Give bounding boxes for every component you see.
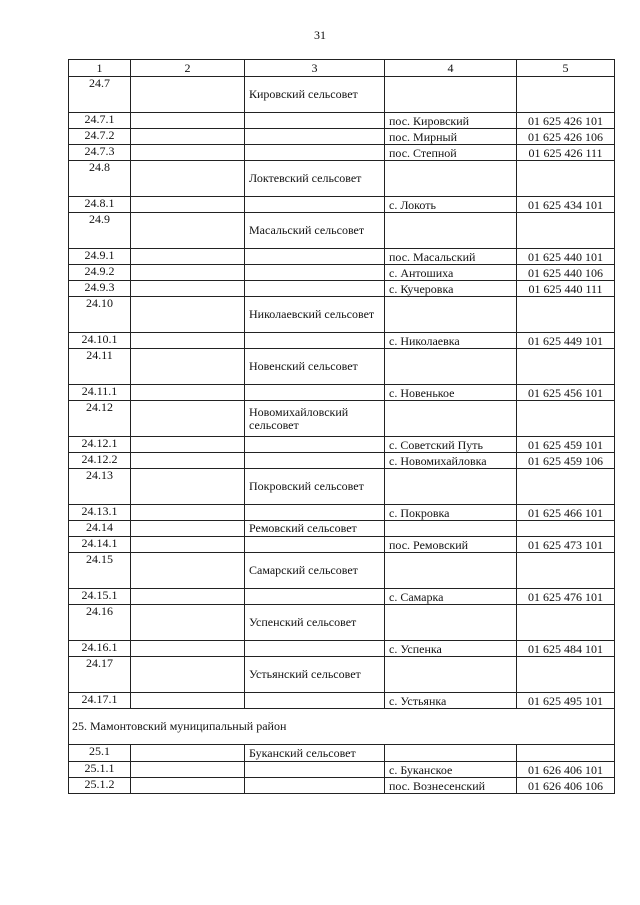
row-code: 25.1.1 bbox=[69, 762, 131, 778]
council-row bbox=[69, 553, 615, 589]
empty-cell bbox=[131, 385, 245, 401]
settlement-row bbox=[69, 385, 615, 401]
row-code: 24.10.1 bbox=[69, 333, 131, 349]
empty-cell bbox=[517, 213, 615, 249]
empty-cell bbox=[245, 762, 385, 778]
empty-cell bbox=[131, 437, 245, 453]
empty-cell bbox=[517, 553, 615, 589]
settlement-name: пос. Вознесенский bbox=[385, 778, 517, 794]
header-row bbox=[69, 60, 615, 77]
oktmo-code: 01 626 406 106 bbox=[517, 778, 615, 794]
settlement-row bbox=[69, 437, 615, 453]
settlement-name: пос. Кировский bbox=[385, 113, 517, 129]
empty-cell bbox=[517, 77, 615, 113]
council-name: Самарский сельсовет bbox=[245, 553, 385, 589]
empty-cell bbox=[385, 401, 517, 437]
empty-cell bbox=[131, 401, 245, 437]
empty-cell bbox=[517, 349, 615, 385]
settlement-row bbox=[69, 129, 615, 145]
row-code: 24.11.1 bbox=[69, 385, 131, 401]
oktmo-code: 01 625 440 111 bbox=[517, 281, 615, 297]
council-row bbox=[69, 213, 615, 249]
row-code: 24.12.2 bbox=[69, 453, 131, 469]
oktmo-code: 01 625 484 101 bbox=[517, 641, 615, 657]
empty-cell bbox=[131, 297, 245, 333]
settlement-row bbox=[69, 145, 615, 161]
council-name: Новомихайловский сельсовет bbox=[245, 401, 385, 437]
empty-cell bbox=[131, 249, 245, 265]
oktmo-code: 01 625 434 101 bbox=[517, 197, 615, 213]
empty-cell bbox=[245, 265, 385, 281]
empty-cell bbox=[131, 778, 245, 794]
empty-cell bbox=[131, 693, 245, 709]
council-row bbox=[69, 521, 615, 537]
empty-cell bbox=[245, 693, 385, 709]
oktmo-code: 01 625 449 101 bbox=[517, 333, 615, 349]
row-code: 24.13 bbox=[69, 469, 131, 505]
settlement-name: с. Кучеровка bbox=[385, 281, 517, 297]
empty-cell bbox=[245, 589, 385, 605]
empty-cell bbox=[131, 113, 245, 129]
council-row bbox=[69, 161, 615, 197]
row-code: 24.8 bbox=[69, 161, 131, 197]
settlement-row bbox=[69, 249, 615, 265]
empty-cell bbox=[385, 349, 517, 385]
oktmo-code: 01 625 495 101 bbox=[517, 693, 615, 709]
empty-cell bbox=[131, 333, 245, 349]
empty-cell bbox=[245, 437, 385, 453]
empty-cell bbox=[131, 453, 245, 469]
oktmo-code: 01 625 459 106 bbox=[517, 453, 615, 469]
row-code: 24.16 bbox=[69, 605, 131, 641]
row-code: 24.7.3 bbox=[69, 145, 131, 161]
oktmo-code: 01 625 440 101 bbox=[517, 249, 615, 265]
row-code: 25.1.2 bbox=[69, 778, 131, 794]
empty-cell bbox=[131, 129, 245, 145]
settlement-row bbox=[69, 505, 615, 521]
empty-cell bbox=[385, 213, 517, 249]
empty-cell bbox=[245, 505, 385, 521]
council-row bbox=[69, 469, 615, 505]
empty-cell bbox=[385, 605, 517, 641]
empty-cell bbox=[131, 213, 245, 249]
council-row bbox=[69, 657, 615, 693]
empty-cell bbox=[245, 129, 385, 145]
row-code: 24.15 bbox=[69, 553, 131, 589]
settlement-row bbox=[69, 281, 615, 297]
empty-cell bbox=[131, 605, 245, 641]
empty-cell bbox=[131, 657, 245, 693]
empty-cell bbox=[245, 333, 385, 349]
council-row bbox=[69, 349, 615, 385]
row-code: 24.16.1 bbox=[69, 641, 131, 657]
empty-cell bbox=[385, 161, 517, 197]
column-header: 4 bbox=[385, 60, 517, 77]
empty-cell bbox=[517, 745, 615, 762]
empty-cell bbox=[131, 589, 245, 605]
column-header: 3 bbox=[245, 60, 385, 77]
empty-cell bbox=[385, 657, 517, 693]
empty-cell bbox=[245, 385, 385, 401]
row-code: 24.7.1 bbox=[69, 113, 131, 129]
settlement-name: с. Буканское bbox=[385, 762, 517, 778]
settlement-row bbox=[69, 778, 615, 794]
oktmo-code: 01 625 440 106 bbox=[517, 265, 615, 281]
empty-cell bbox=[131, 745, 245, 762]
column-header: 5 bbox=[517, 60, 615, 77]
empty-cell bbox=[245, 145, 385, 161]
empty-cell bbox=[245, 249, 385, 265]
council-row bbox=[69, 745, 615, 762]
settlement-row bbox=[69, 589, 615, 605]
settlement-row bbox=[69, 641, 615, 657]
empty-cell bbox=[245, 113, 385, 129]
empty-cell bbox=[517, 469, 615, 505]
settlement-name: с. Локоть bbox=[385, 197, 517, 213]
settlement-name: с. Устьянка bbox=[385, 693, 517, 709]
settlement-row bbox=[69, 113, 615, 129]
settlement-row bbox=[69, 762, 615, 778]
empty-cell bbox=[385, 553, 517, 589]
council-name: Новенский сельсовет bbox=[245, 349, 385, 385]
oktmo-code: 01 625 456 101 bbox=[517, 385, 615, 401]
empty-cell bbox=[517, 401, 615, 437]
oktmo-code: 01 625 426 106 bbox=[517, 129, 615, 145]
settlement-name: пос. Ремовский bbox=[385, 537, 517, 553]
settlement-name: пос. Мирный bbox=[385, 129, 517, 145]
row-code: 24.12.1 bbox=[69, 437, 131, 453]
settlement-name: с. Советский Путь bbox=[385, 437, 517, 453]
empty-cell bbox=[131, 161, 245, 197]
council-row bbox=[69, 297, 615, 333]
settlement-name: с. Успенка bbox=[385, 641, 517, 657]
row-code: 24.7 bbox=[69, 77, 131, 113]
settlement-name: с. Николаевка bbox=[385, 333, 517, 349]
empty-cell bbox=[131, 762, 245, 778]
column-header: 1 bbox=[69, 60, 131, 77]
row-code: 24.7.2 bbox=[69, 129, 131, 145]
settlements-table bbox=[68, 59, 615, 794]
row-code: 24.17 bbox=[69, 657, 131, 693]
empty-cell bbox=[245, 641, 385, 657]
empty-cell bbox=[385, 77, 517, 113]
council-row bbox=[69, 401, 615, 437]
oktmo-code: 01 625 459 101 bbox=[517, 437, 615, 453]
empty-cell bbox=[131, 145, 245, 161]
empty-cell bbox=[131, 469, 245, 505]
row-code: 24.17.1 bbox=[69, 693, 131, 709]
settlement-name: с. Новенькое bbox=[385, 385, 517, 401]
settlement-name: пос. Степной bbox=[385, 145, 517, 161]
oktmo-code: 01 625 473 101 bbox=[517, 537, 615, 553]
council-name: Николаевский сельсовет bbox=[245, 297, 385, 333]
settlement-name: с. Покровка bbox=[385, 505, 517, 521]
empty-cell bbox=[385, 745, 517, 762]
oktmo-code: 01 625 466 101 bbox=[517, 505, 615, 521]
settlement-row bbox=[69, 453, 615, 469]
empty-cell bbox=[131, 281, 245, 297]
row-code: 24.9.1 bbox=[69, 249, 131, 265]
empty-cell bbox=[385, 469, 517, 505]
council-name: Покровский сельсовет bbox=[245, 469, 385, 505]
empty-cell bbox=[385, 297, 517, 333]
council-name: Ремовский сельсовет bbox=[245, 521, 385, 537]
settlement-name: с. Самарка bbox=[385, 589, 517, 605]
oktmo-code: 01 626 406 101 bbox=[517, 762, 615, 778]
empty-cell bbox=[131, 505, 245, 521]
oktmo-code: 01 625 476 101 bbox=[517, 589, 615, 605]
row-code: 24.9.3 bbox=[69, 281, 131, 297]
row-code: 24.8.1 bbox=[69, 197, 131, 213]
district-name: 25. Мамонтовский муниципальный район bbox=[69, 709, 615, 745]
council-name: Успенский сельсовет bbox=[245, 605, 385, 641]
column-header: 2 bbox=[131, 60, 245, 77]
empty-cell bbox=[517, 605, 615, 641]
oktmo-code: 01 625 426 101 bbox=[517, 113, 615, 129]
empty-cell bbox=[245, 281, 385, 297]
empty-cell bbox=[517, 657, 615, 693]
empty-cell bbox=[245, 778, 385, 794]
empty-cell bbox=[385, 521, 517, 537]
district-row bbox=[69, 709, 615, 745]
empty-cell bbox=[517, 297, 615, 333]
council-row bbox=[69, 77, 615, 113]
row-code: 24.14.1 bbox=[69, 537, 131, 553]
empty-cell bbox=[517, 161, 615, 197]
empty-cell bbox=[245, 453, 385, 469]
empty-cell bbox=[131, 349, 245, 385]
row-code: 24.9 bbox=[69, 213, 131, 249]
row-code: 24.12 bbox=[69, 401, 131, 437]
council-name: Кировский сельсовет bbox=[245, 77, 385, 113]
empty-cell bbox=[517, 521, 615, 537]
row-code: 24.10 bbox=[69, 297, 131, 333]
settlement-row bbox=[69, 197, 615, 213]
settlement-name: пос. Масальский bbox=[385, 249, 517, 265]
row-code: 24.11 bbox=[69, 349, 131, 385]
page-number: 31 bbox=[314, 28, 326, 42]
oktmo-code: 01 625 426 111 bbox=[517, 145, 615, 161]
council-name: Буканский сельсовет bbox=[245, 745, 385, 762]
empty-cell bbox=[131, 265, 245, 281]
council-name: Масальский сельсовет bbox=[245, 213, 385, 249]
empty-cell bbox=[131, 521, 245, 537]
settlement-name: с. Новомихайловка bbox=[385, 453, 517, 469]
empty-cell bbox=[131, 553, 245, 589]
council-name: Устьянский сельсовет bbox=[245, 657, 385, 693]
council-name: Локтевский сельсовет bbox=[245, 161, 385, 197]
row-code: 24.14 bbox=[69, 521, 131, 537]
row-code: 24.13.1 bbox=[69, 505, 131, 521]
settlement-row bbox=[69, 265, 615, 281]
empty-cell bbox=[131, 537, 245, 553]
empty-cell bbox=[131, 77, 245, 113]
empty-cell bbox=[131, 197, 245, 213]
settlement-row bbox=[69, 693, 615, 709]
settlement-row bbox=[69, 333, 615, 349]
settlement-name: с. Антошиха bbox=[385, 265, 517, 281]
empty-cell bbox=[245, 537, 385, 553]
row-code: 24.9.2 bbox=[69, 265, 131, 281]
row-code: 25.1 bbox=[69, 745, 131, 762]
empty-cell bbox=[131, 641, 245, 657]
settlement-row bbox=[69, 537, 615, 553]
council-row bbox=[69, 605, 615, 641]
empty-cell bbox=[245, 197, 385, 213]
row-code: 24.15.1 bbox=[69, 589, 131, 605]
